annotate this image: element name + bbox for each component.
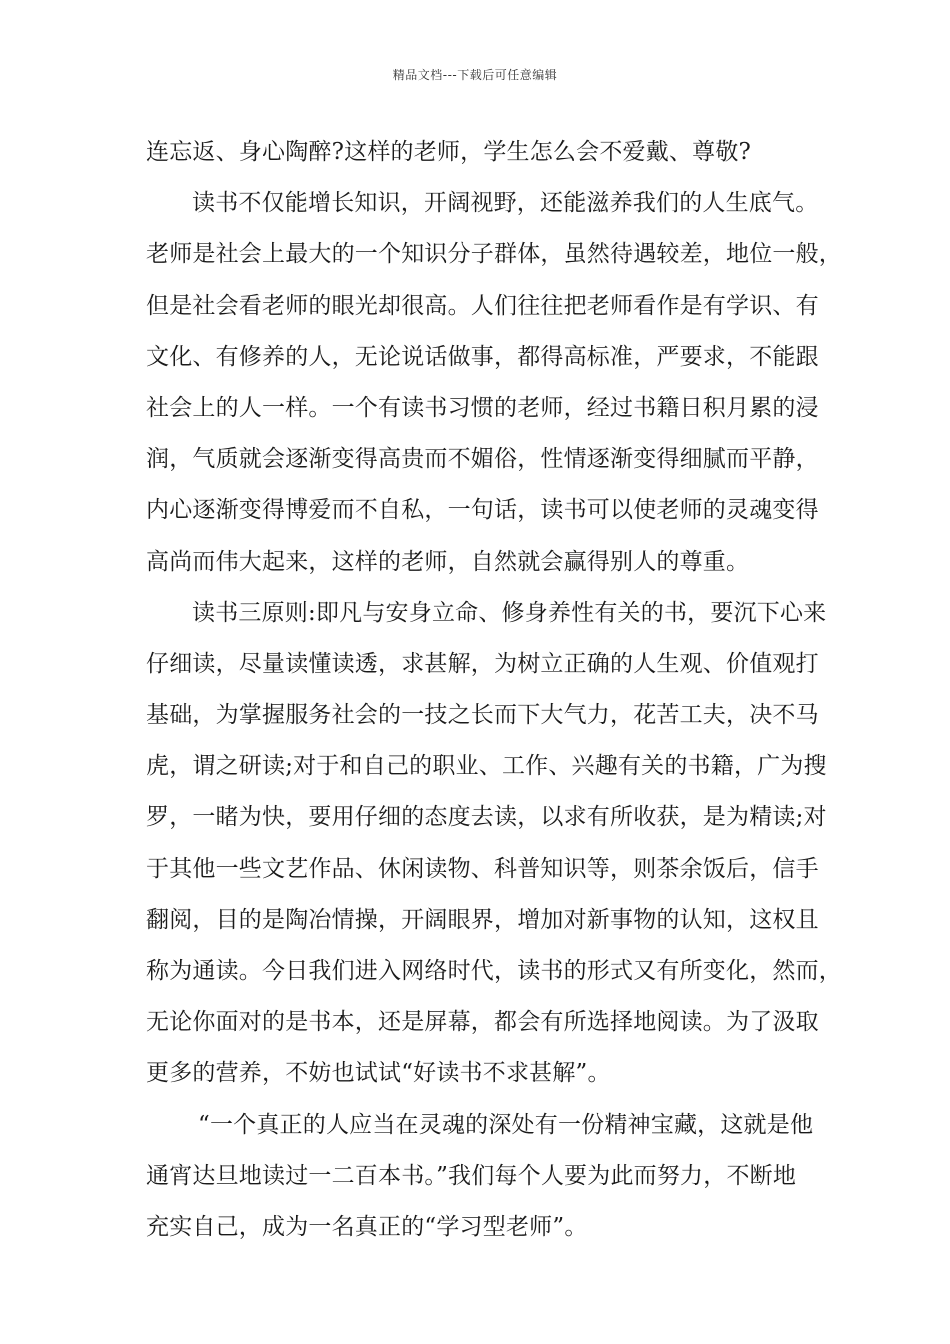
text-line: 虎，谓之研读;对于和自己的职业、工作、兴趣有关的书籍，广为搜 — [146, 753, 827, 780]
document-body — [146, 127, 842, 1253]
paragraph-start-line: 读书不仅能增长知识，开阔视野，还能滋养我们的人生底气。 — [192, 190, 819, 217]
text-line: 但是社会看老师的眼光却很高。人们往往把老师看作是有学识、有 — [146, 292, 819, 319]
text-line: 于其他一些文艺作品、休闲读物、科普知识等，则茶余饭后，信手 — [146, 855, 819, 882]
text-line: 老师是社会上最大的一个知识分子群体，虽然待遇较差，地位一般， — [146, 241, 842, 268]
paragraph-start-line: “一个真正的人应当在灵魂的深处有一份精神宝藏，这就是他 — [198, 1111, 814, 1138]
text-line: 称为通读。今日我们进入网络时代，读书的形式又有所变化，然而， — [146, 958, 842, 984]
text-line: 翻阅，目的是陶冶情操，开阔眼界，增加对新事物的认知，这权且 — [146, 906, 819, 933]
text-line: 基础，为掌握服务社会的一技之长而下大气力，花苦工夫，决不马 — [146, 702, 819, 729]
text-line: 社会上的人一样。一个有读书习惯的老师，经过书籍日积月累的浸 — [146, 394, 819, 421]
text-line: 罗，一睹为快，要用仔细的态度去读，以求有所收获，是为精读;对 — [146, 804, 827, 831]
text-line: 更多的营养，不妨也试试“好读书不求甚解”。 — [146, 1060, 611, 1087]
page-header: 精品文档---下载后可任意编辑 — [392, 68, 558, 82]
text-line: 高尚而伟大起来，这样的老师，自然就会赢得别人的尊重。 — [146, 548, 750, 575]
paragraph-start-line: 读书三原则:即凡与安身立命、修身养性有关的书，要沉下心来 — [192, 599, 827, 626]
text-line: 文化、有修养的人，无论说话做事，都得高标准，严要求，不能跟 — [146, 343, 819, 370]
text-line: 内心逐渐变得博爱而不自私，一句话，读书可以使老师的灵魂变得 — [146, 497, 819, 524]
text-line: 仔细读，尽量读懂读透，求甚解，为树立正确的人生观、价值观打 — [146, 650, 819, 677]
text-line: 通宵达旦地读过一二百本书。”我们每个人要为此而努力，不断地 — [146, 1162, 797, 1189]
text-line: 润，气质就会逐渐变得高贵而不媚俗，性情逐渐变得细腻而平静， — [146, 446, 819, 473]
text-line: 充实自己，成为一名真正的“学习型老师”。 — [146, 1213, 588, 1240]
text-line: 连忘返、身心陶醉?这样的老师，学生怎么会不爱戴、尊敬? — [146, 139, 752, 165]
text-line: 无论你面对的是书本，还是屏幕，都会有所选择地阅读。为了汲取 — [146, 1009, 819, 1036]
